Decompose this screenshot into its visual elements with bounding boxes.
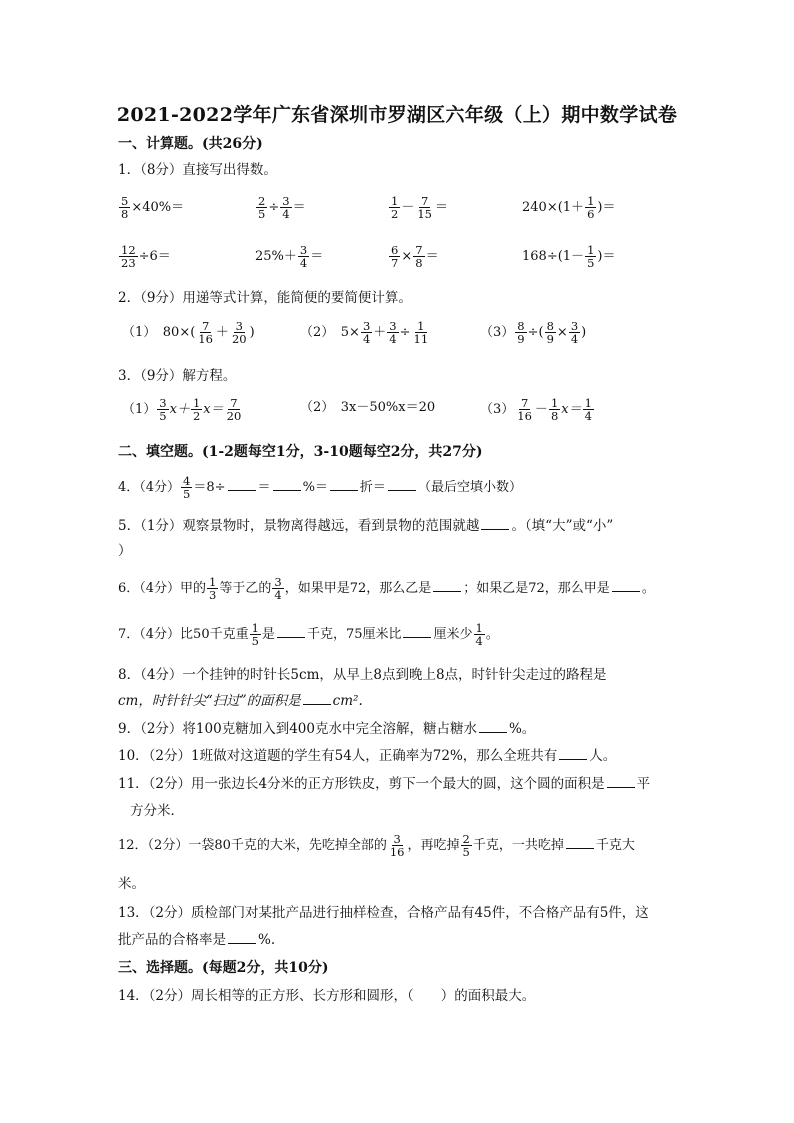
question-6: 6．（4分）甲的 $\frac{1}{3}$ 等于乙的 $\frac{3}{4}$ ，如果甲是72，那么乙是 ；如果乙是72，那么甲是 。 xyxy=(118,575,655,602)
answer-blank[interactable] xyxy=(303,692,331,705)
question-10: 10．（2分）1班做对这道题的学生有54人，正确率为72%，那么全班共有 人。 xyxy=(118,748,617,764)
answer-blank[interactable] xyxy=(228,931,256,944)
q1-item-a: $\frac{5}{8}$ ×40%＝ xyxy=(121,194,185,221)
question-3: 3．（9分）解方程。 xyxy=(118,368,237,384)
answer-blank[interactable] xyxy=(481,517,509,530)
page-title: 2021-2022学年广东省深圳市罗湖区六年级（上）期中数学试卷 xyxy=(116,104,678,126)
answer-blank[interactable] xyxy=(433,579,461,592)
question-5-wrap: ） xyxy=(118,543,132,559)
answer-blank[interactable] xyxy=(612,579,640,592)
answer-blank[interactable] xyxy=(559,747,587,760)
q1-item-c: $\frac{1}{2}$ － $\frac{7}{15}$ ＝ xyxy=(391,194,448,221)
q1-item-h: 168÷(1－ $\frac{1}{5}$ )＝ xyxy=(522,243,616,270)
answer-blank[interactable] xyxy=(607,775,635,788)
question-1: 1．（8分）直接写出得数。 xyxy=(118,162,277,178)
q1-item-f: 25%＋ $\frac{3}{4}$ ＝ xyxy=(255,243,324,270)
question-12-wrap: 米。 xyxy=(118,876,145,892)
section-heading-calc: 一、计算题。(共26分) xyxy=(118,136,263,152)
question-9: 9．（2分）将100克糖加入到400克水中完全溶解，糖占糖水 %。 xyxy=(118,721,536,737)
q1-item-d: 240×(1＋ $\frac{1}{6}$ )＝ xyxy=(522,194,616,221)
q1-item-e: $\frac{12}{23}$ ÷6＝ xyxy=(121,243,171,270)
question-2: 2．（9分）用递等式计算，能简便的要简便计算。 xyxy=(118,290,412,306)
question-11-wrap: 方分米． xyxy=(130,803,184,819)
answer-blank[interactable] xyxy=(388,478,416,491)
q2-item-1: （1） 80×( $\frac{7}{16}$ ＋ $\frac{3}{20}$ ) xyxy=(122,319,255,346)
q3-item-1: （1） $\frac{3}{5}$ x＋ $\frac{1}{2}$ x＝ $\frac{7}{20}$ xyxy=(122,396,242,423)
question-8-wrap: cm，时针针尖“扫过”的面积是 cm². xyxy=(118,693,363,709)
q2-item-2: （2） 5× $\frac{3}{4}$ ＋ $\frac{3}{4}$ ÷ $\frac{1}{11}$ xyxy=(300,319,429,346)
answer-blank[interactable] xyxy=(277,625,305,638)
answer-blank[interactable] xyxy=(273,478,301,491)
answer-blank[interactable] xyxy=(228,478,256,491)
q2-item-3: （3） $\frac{8}{9}$ ÷( $\frac{8}{9}$ × $\frac{3}{4}$ ) xyxy=(480,319,587,346)
fraction: $\frac{5}{8}$ xyxy=(121,194,129,221)
question-13: 13．（2分）质检部门对某批产品进行抽样检查，合格产品有45件，不合格产品有5件，这 xyxy=(118,905,649,921)
question-12: 12．（2分）一袋80千克的大米，先吃掉全部的 $\frac{3}{16}$ ，再吃掉 $\frac{2}{5}$ 千克，一共吃掉 千克大 xyxy=(118,832,635,859)
q1-item-g: $\frac{6}{7}$ × $\frac{7}{8}$ ＝ xyxy=(391,243,439,270)
question-14: 14．（2分）周长相等的正方形、长方形和圆形，（ ）的面积最大。 xyxy=(118,988,536,1004)
question-7: 7．（4分）比50千克重 $\frac{1}{5}$ 是 千克，75厘米比 厘米少 $\frac{1}{4}$ 。 xyxy=(118,621,499,648)
question-5: 5．（1分）观察景物时，景物离得越远，看到景物的范围就越 。（填“大”或“小” xyxy=(118,518,614,534)
question-4: 4．（4分） $\frac{4}{5}$ ＝8÷ ＝ %＝ 折＝ （最后空填小数） xyxy=(118,474,522,501)
answer-blank[interactable] xyxy=(330,478,358,491)
answer-blank[interactable] xyxy=(479,720,507,733)
section-heading-choice: 三、选择题。(每题2分，共10分) xyxy=(118,960,329,976)
section-heading-fill: 二、填空题。(1-2题每空1分，3-10题每空2分，共27分) xyxy=(118,444,483,460)
q1-item-b: $\frac{2}{5}$ ÷ $\frac{3}{4}$ ＝ xyxy=(258,194,306,221)
question-8: 8．（4分）一个挂钟的时针长5cm，从早上8点到晚上8点，时针针尖走过的路程是 xyxy=(118,667,607,683)
answer-blank[interactable] xyxy=(403,625,431,638)
q3-item-3: （3） $\frac{7}{16}$ － $\frac{1}{8}$ x＝ $\frac{1}{4}$ xyxy=(480,396,592,423)
question-11: 11．（2分）用一张边长4分米的正方形铁皮，剪下一个最大的圆，这个圆的面积是 平 xyxy=(118,776,651,792)
answer-blank[interactable] xyxy=(566,836,594,849)
q3-item-2: （2） 3x－50%x＝20 xyxy=(300,400,436,415)
question-13-wrap: 批产品的合格率是 %. xyxy=(118,932,276,948)
